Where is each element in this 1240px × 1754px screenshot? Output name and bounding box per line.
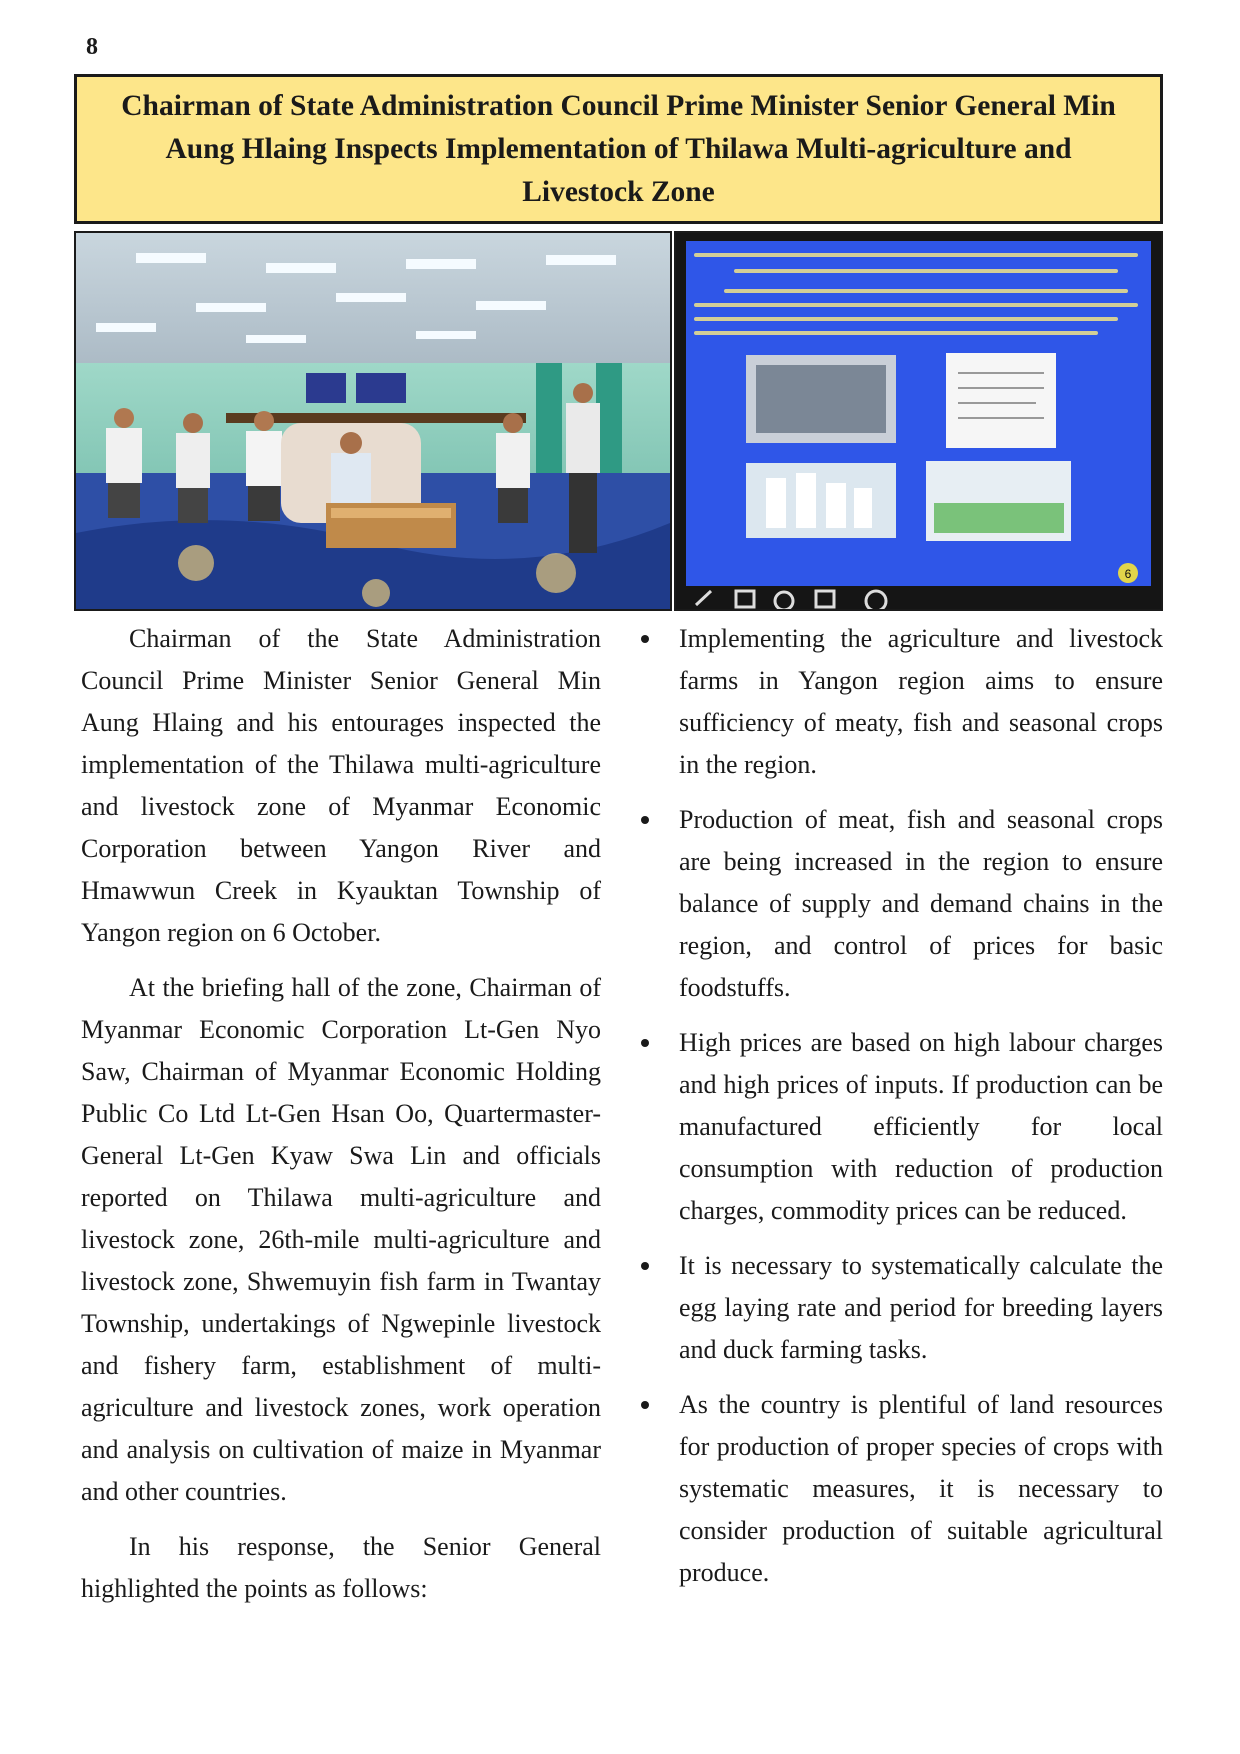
bullet-icon	[641, 1401, 649, 1409]
left-column	[81, 618, 601, 1623]
list-item	[641, 1022, 1163, 1232]
list-item-text: Implementing the agriculture and livestock farms in Yangon region aims to ensure sufficiency of meaty, fish and seasonal crops in the region.	[679, 624, 1163, 779]
paragraph: In his response, the Senior General highlighted the points as follows:	[81, 1532, 601, 1603]
bullet-icon	[641, 816, 649, 824]
briefing-hall-illustration	[76, 233, 670, 609]
paragraph: Chairman of the State Administration Council Prime Minister Senior General Min Aung Hlaing and his entourages inspected the implementation of the Thilawa multi-agriculture and livestock zone of Myanmar Economic Corporation between Yangon River and Hmawwun Creek in Kyauktan Township of Yangon region on 6 October.	[81, 624, 601, 947]
bullet-list	[641, 618, 1163, 1594]
list-item-text: High prices are based on high labour charges and high prices of inputs. If production can be manufactured efficiently for local consumption with reduction of production charges, commodity prices can be reduced.	[679, 1028, 1163, 1225]
list-item-text: It is necessary to systematically calculate the egg laying rate and period for breeding layers and duck farming tasks.	[679, 1251, 1163, 1364]
list-item-text: Production of meat, fish and seasonal crops are being increased in the region to ensure balance of supply and demand chains in the region, and control of prices for basic foodstuffs.	[679, 805, 1163, 1002]
slide-page-label: 6	[1124, 567, 1132, 581]
list-item	[641, 1245, 1163, 1371]
slide-illustration	[676, 233, 1161, 609]
bullet-icon	[641, 635, 649, 643]
paragraph: At the briefing hall of the zone, Chairman of Myanmar Economic Corporation Lt-Gen Nyo Saw, Chairman of Myanmar Economic Holding Public Co Ltd Lt-Gen Hsan Oo, Quartermaster- General Lt-Gen Kyaw Swa Lin and officials reported on Thilawa multi-agriculture and livestock zone, 26th-mile multi-agriculture and livestock zone, Shwemuyin fish farm in Twantay Township, undertakings of Ngwepinle livestock and fishery farm, establishment of multi-agriculture and livestock zones, work operation and analysis on cultivation of maize in Myanmar and other countries.	[81, 973, 601, 1506]
title-box	[74, 74, 1163, 224]
bullet-icon	[641, 1039, 649, 1047]
list-item	[641, 799, 1163, 1009]
article-title: Chairman of State Administration Council Prime Minister Senior General Min Aung Hlaing Inspects Implementation of Thilawa Multi-agriculture and Livestock Zone	[121, 89, 1116, 208]
list-item	[641, 618, 1163, 786]
bullet-icon	[641, 1262, 649, 1270]
presentation-slide-photo	[674, 231, 1163, 611]
right-column	[641, 618, 1163, 1607]
page-number: 8	[86, 34, 98, 60]
list-item	[641, 1384, 1163, 1594]
briefing-hall-photo	[74, 231, 672, 611]
list-item-text: As the country is plentiful of land resources for production of proper species of crops with systematic measures, it is necessary to consider production of suitable agricultural produce.	[679, 1390, 1163, 1587]
